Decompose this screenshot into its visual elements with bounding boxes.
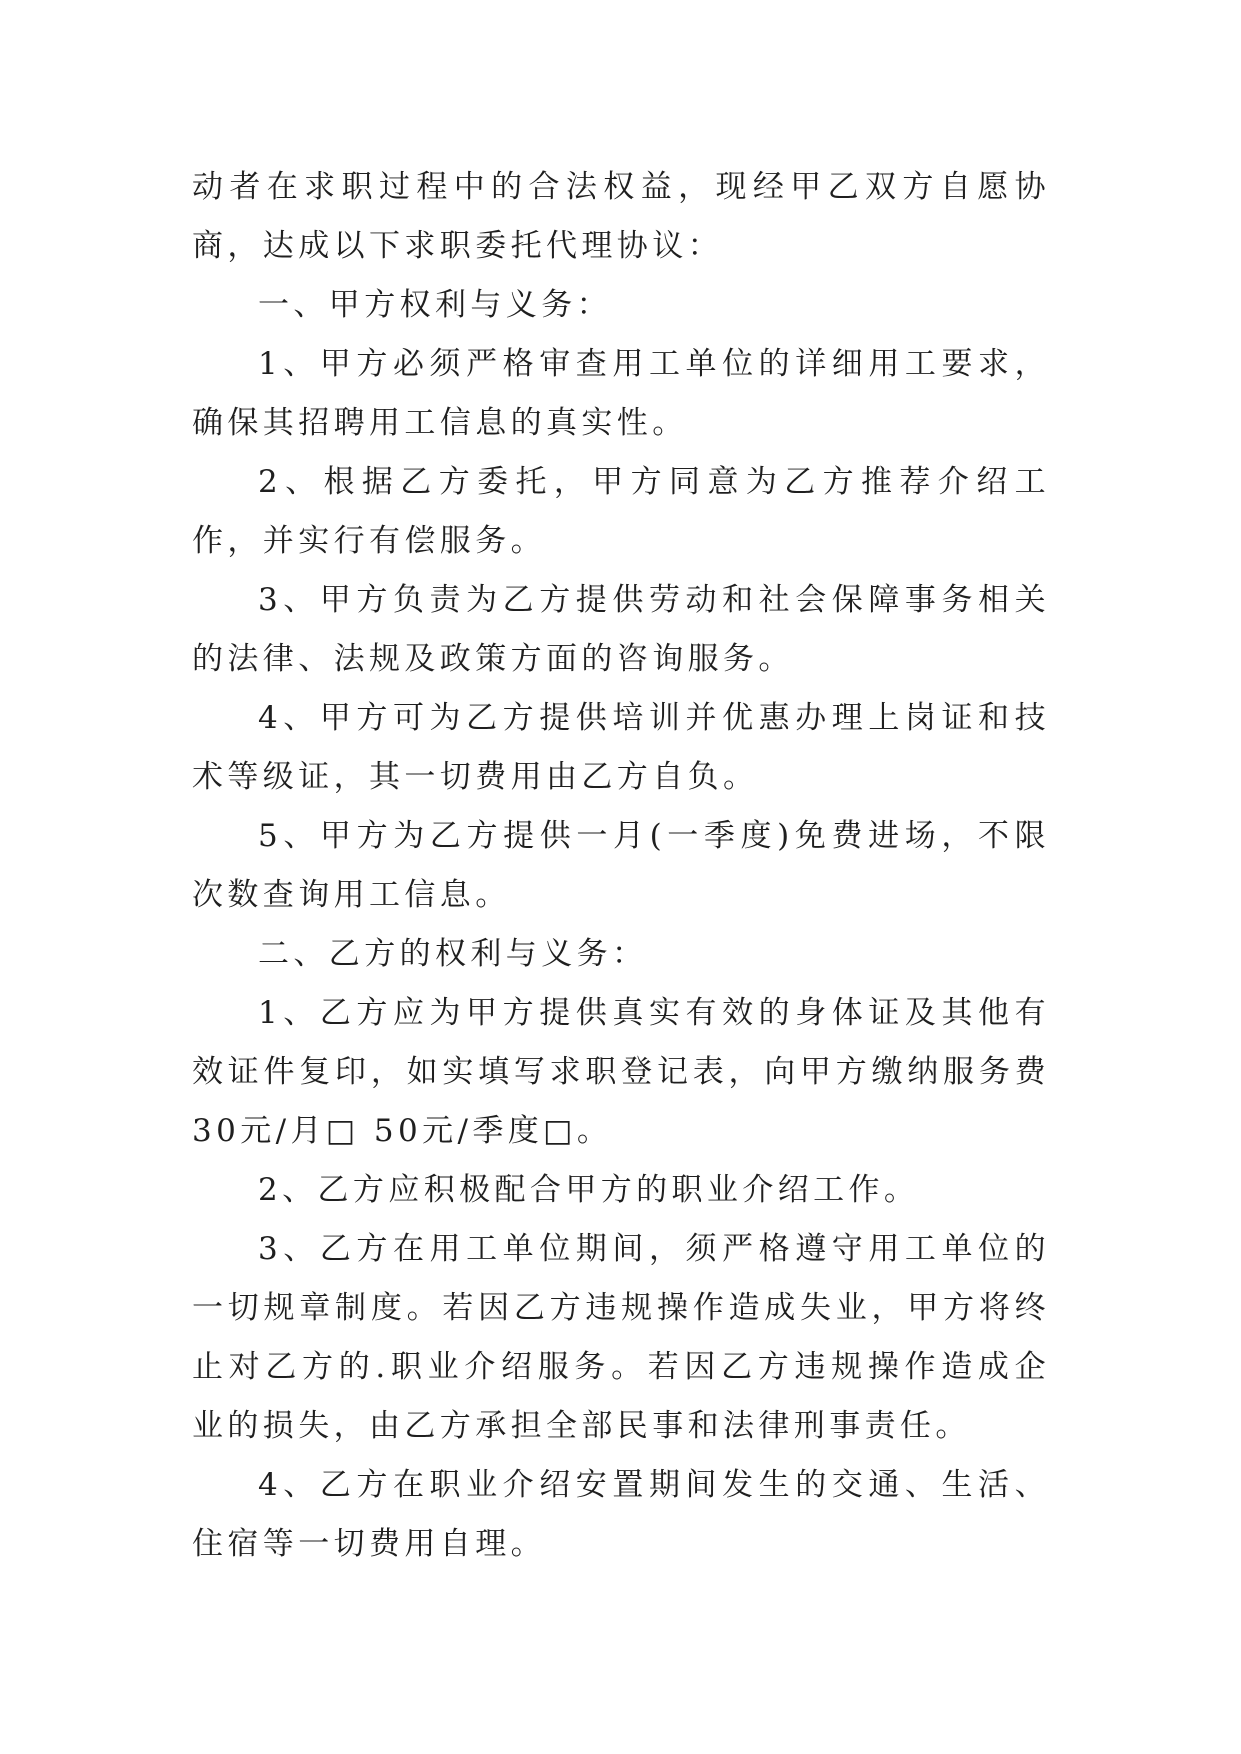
clause-b-2: 2、乙方应积极配合甲方的职业介绍工作。 <box>258 1172 920 1208</box>
clause-b-1: 1、乙方应为甲方提供真实有效的身体证及其他有效证件复印，如实填写求职登记表，向甲方缴纳服务费30元/月□ 50元/季度□。 <box>192 995 1050 1149</box>
clause-a-4: 4、甲方可为乙方提供培训并优惠办理上岗证和技术等级证，其一切费用由乙方自负。 <box>192 700 1050 795</box>
clause-a-3: 3、甲方负责为乙方提供劳动和社会保障事务相关的法律、法规及政策方面的咨询服务。 <box>192 582 1050 677</box>
paragraph-opening: 动者在求职过程中的合法权益，现经甲乙双方自愿协商，达成以下求职委托代理协议： <box>192 169 1050 264</box>
section-heading-party-a: 一、甲方权利与义务： <box>258 287 612 323</box>
clause-a-1: 1、甲方必须严格审查用工单位的详细用工要求，确保其招聘用工信息的真实性。 <box>192 346 1050 441</box>
document-body <box>192 158 1050 1574</box>
clause-b-3: 3、乙方在用工单位期间，须严格遵守用工单位的一切规章制度。若因乙方违规操作造成失业，甲方将终止对乙方的.职业介绍服务。若因乙方违规操作造成企业的损失，由乙方承担全部民事和法律刑事责任。 <box>192 1231 1050 1444</box>
clause-a-5: 5、甲方为乙方提供一月(一季度)免费进场，不限次数查询用工信息。 <box>192 818 1050 913</box>
section-heading-party-b: 二、乙方的权利与义务： <box>258 936 648 972</box>
clause-a-2: 2、根据乙方委托，甲方同意为乙方推荐介绍工作，并实行有偿服务。 <box>192 464 1050 559</box>
clause-b-4: 4、乙方在职业介绍安置期间发生的交通、生活、住宿等一切费用自理。 <box>192 1467 1050 1562</box>
